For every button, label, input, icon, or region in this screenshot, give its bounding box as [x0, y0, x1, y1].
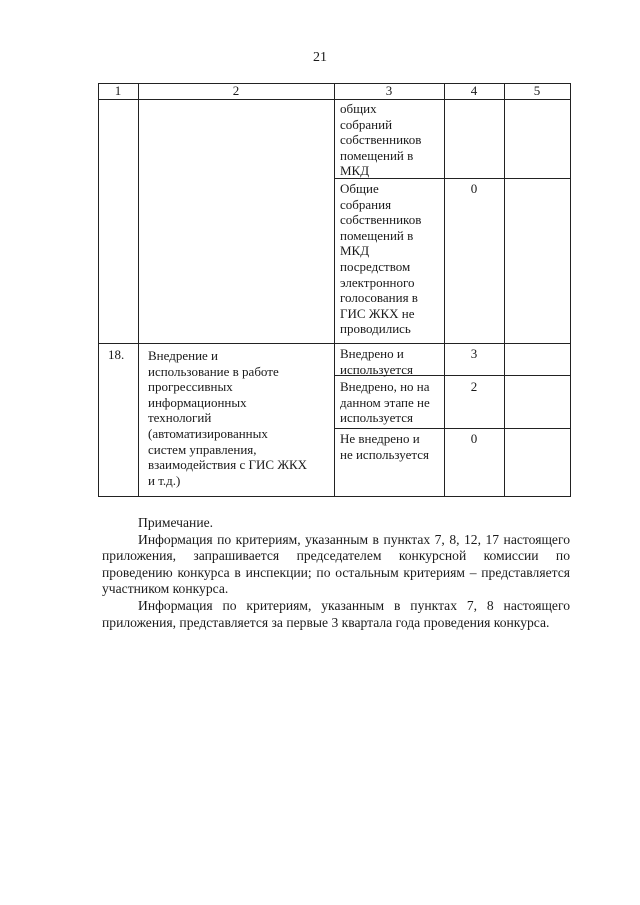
row18-option-3: Не внедрено и не используется [340, 431, 429, 462]
table-header-col4: 4 [470, 83, 478, 98]
row18-option-2: Внедрено, но на данном этапе не используется [340, 379, 430, 426]
notes-paragraph-2: Информация по критериям, указанным в пунктах 7, 8 настоящего приложения, представляется за первые 3 квартала года проведения конкурса. [102, 597, 570, 630]
table-header-col3: 3 [385, 83, 393, 98]
row18-option-1: Внедрено и используется [340, 346, 413, 377]
table-header-col5: 5 [533, 83, 541, 98]
row18-number: 18. [108, 347, 125, 362]
row18-score-2: 2 [470, 379, 478, 394]
table-header-col1: 1 [114, 83, 122, 98]
notes-section [102, 515, 570, 631]
cont-cell-a: общих собраний собственников помещений в МКД [340, 101, 422, 179]
row18-criterion: Внедрение и использование в работе прогрессивных информационных технологий (автоматизированных систем управления, взаимодействия с ГИС ЖКХ и т.д.) [148, 348, 308, 488]
page-number: 21 [313, 50, 327, 65]
cont-cell-b: Общие собрания собственников помещений в МКД посредством электронного голосования в ГИС ЖКХ не проводились [340, 181, 422, 337]
table-header-col2: 2 [232, 83, 240, 98]
notes-paragraph-1: Информация по критериям, указанным в пунктах 7, 8, 12, 17 настоящего приложения, запрашивается председателем конкурсной комиссии по проведению конкурса в инспекции; по остальным критериям – представляется участником конкурса. [102, 531, 570, 597]
notes-title: Примечание. [138, 515, 214, 530]
cont-score-b: 0 [470, 181, 478, 196]
row18-score-1: 3 [470, 346, 478, 361]
row18-score-3: 0 [470, 431, 478, 446]
